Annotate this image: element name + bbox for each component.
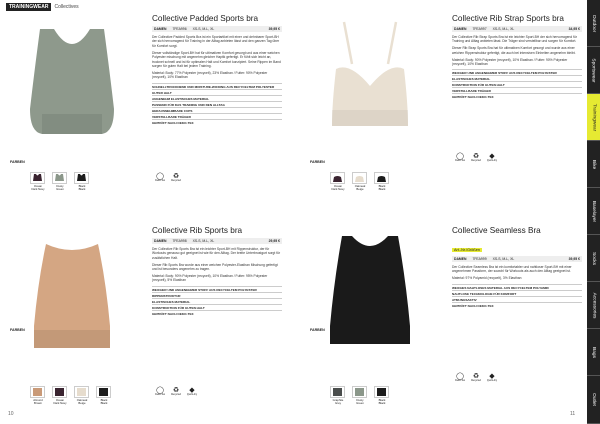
tab-bike[interactable] — [587, 141, 600, 188]
page-number: 11 — [570, 411, 576, 417]
tab-label: Bike — [591, 159, 596, 169]
quick-dry-icon: ◆ — [489, 153, 495, 160]
tab-trainingwear[interactable] — [587, 94, 600, 141]
tab-label: Trainingwear — [591, 103, 596, 131]
tab-sportswear[interactable] — [587, 47, 600, 94]
tab-baselayer[interactable] — [587, 188, 600, 235]
tab-label: Baselayer — [591, 200, 596, 222]
desc-paragraph: Der Collective Rib Strap Sports Bra ist ein leichter Sport-BH der sich hervorragend für Training und Alltag anbieten lässt. Die Träger sind verstellbar und sorgen für Komfort. — [452, 35, 577, 44]
recycled-icon: ♻ — [472, 373, 480, 380]
price: 39,95 € — [568, 257, 580, 261]
product-subtitle: Art.-Nr./Größen — [454, 248, 480, 252]
product-image-padded — [2, 14, 142, 164]
bra-thumb-icon — [332, 388, 343, 397]
feature-item: ATMUNGSAKTIV — [452, 296, 582, 302]
product-seamless-bra — [300, 212, 587, 424]
page-right — [300, 0, 600, 424]
color-name: Ocean Dark Navy — [331, 184, 345, 192]
feature-item: VERSTELLBARE TRÄGER — [152, 113, 282, 119]
tab-label: Outdoor — [591, 14, 596, 32]
color-swatch[interactable] — [330, 386, 346, 406]
color-name: Graphite Grey — [332, 398, 344, 406]
bra-thumb-icon — [54, 174, 65, 183]
product-title: Collective Rib Sports bra — [152, 226, 243, 235]
price: 34,95 € — [568, 27, 580, 31]
desc-paragraph: Dieser Rib Strap Sports Bra hat für ultimativen Komfort gesorgt und wurde aus einer weichen Rippenstruktur gefertigt, die auch bei intensiven Einheiten angenehm bleibt. — [452, 46, 576, 55]
feature-item: HERAUSNEHMBARE CUPS — [152, 107, 282, 113]
feature-item: RIPPENSTRUKTUR — [152, 292, 282, 298]
color-swatch[interactable] — [374, 386, 390, 406]
color-swatch[interactable] — [374, 172, 390, 192]
feature-item: GEPRÜFT NACH OEKO-TEX — [452, 93, 582, 99]
icon-label: Oeko-Tex — [154, 393, 166, 396]
feature-item: GEPRÜFT NACH OEKO-TEX — [152, 310, 282, 316]
product-rib-strap-bra — [300, 0, 587, 212]
recycled-icon: ♻ — [472, 153, 480, 160]
product-description — [452, 35, 582, 66]
feature-list — [452, 69, 582, 99]
icon-label: Quick-dry — [186, 393, 198, 396]
article-code: 7FEA996 — [172, 27, 187, 31]
feature-item: WEICHES NAHTLOSES MATERIAL AUS RECYCELTEM POLYAMID — [452, 284, 582, 290]
tab-outlet[interactable] — [587, 376, 600, 424]
sizes: XS-S, M-L, XL — [192, 27, 215, 31]
tab-label: Accessories — [591, 292, 597, 318]
product-title: Collective Padded Sports bra — [152, 14, 259, 23]
feature-item: PASSEND FÜR DAS TRAINING UND DEN ALLTAG — [152, 101, 282, 107]
product-info — [452, 226, 582, 308]
tab-label: Bags — [591, 346, 596, 358]
product-description — [152, 247, 282, 283]
feature-icons — [154, 386, 198, 397]
recycled-icon: ♻ — [172, 387, 180, 394]
color-swatch[interactable] — [74, 386, 90, 406]
article-code: 7FEA997 — [472, 27, 487, 31]
bra-thumb-icon — [76, 174, 87, 183]
bra-thumb-icon — [76, 388, 87, 397]
desc-paragraph: Material: Body: 90% Polyester (recycelt), 10% Elasthan / Futter: 90% Polyester (recycelt), 10% Elasthan — [452, 57, 568, 67]
category-tabs — [587, 0, 600, 424]
color-name: Almond Brown — [33, 398, 43, 406]
feature-list — [152, 286, 282, 316]
color-name: Oatmeal Beige — [76, 398, 88, 406]
colors-label: FARBEN — [10, 328, 25, 332]
color-name: Oatmeal Beige — [354, 184, 366, 192]
product-bar — [152, 238, 282, 244]
article-code: 7FEA998 — [172, 239, 187, 243]
product-image-rib-strap — [300, 14, 440, 164]
tab-label: Socks — [591, 251, 597, 265]
sizes: XS-S, M-L, XL — [492, 257, 515, 261]
oeko-tex-icon: ◯ — [156, 387, 164, 394]
tab-bags[interactable] — [587, 329, 600, 376]
icon-label: Recycled — [171, 393, 181, 396]
product-bar — [452, 256, 582, 262]
feature-icons — [454, 152, 498, 163]
icon-label: Quick-dry — [486, 379, 498, 382]
colors-label: FARBEN — [310, 160, 325, 164]
gender-label: DAMEN — [154, 239, 167, 243]
bra-thumb-icon — [354, 388, 365, 397]
price: 29,95 € — [268, 239, 280, 243]
colors-label: FARBEN — [10, 160, 25, 164]
color-name: Black Black — [378, 398, 386, 406]
icon-label: Quick-dry — [486, 159, 498, 162]
product-image-seamless — [300, 226, 440, 376]
feature-list — [452, 284, 582, 308]
price: 39,95 € — [268, 27, 280, 31]
color-swatch[interactable] — [352, 386, 368, 406]
desc-paragraph: Der Collective Padded Sports Bra ist ein Sportartikel mit einer und dehnbarer Sport-BH der sich hervorragend für Training in der Alltag anbieten lässt und den ganzen Tag über für Komfort sorgt. — [152, 35, 280, 48]
recycled-icon: ♻ — [172, 173, 180, 180]
bra-thumb-icon — [32, 174, 43, 183]
bra-thumb-icon — [376, 388, 387, 397]
product-padded-bra — [0, 0, 300, 212]
feature-icons — [454, 372, 498, 383]
color-swatch[interactable] — [30, 172, 46, 192]
product-info — [452, 14, 582, 99]
product-image-rib — [2, 226, 142, 376]
color-name: Ocean Dark Navy — [53, 398, 67, 406]
product-description — [452, 265, 582, 281]
product-rib-bra — [0, 212, 300, 424]
feature-item: WEICHER UND ANGENEHMER STOFF AUS RECYCELTEM POLYESTER — [452, 69, 582, 75]
tab-label: Outlet — [591, 393, 596, 406]
icon-label: Recycled — [471, 379, 481, 382]
feature-icons — [154, 172, 182, 183]
desc-paragraph: Material: 97% Polyamid (recycelt), 3% Elasthan — [452, 276, 522, 281]
color-name: Black Black — [100, 398, 108, 406]
desc-paragraph: Dieser vollständige Sport-BH hat für ultimativen Komfort gesorgt und aus einer weichen Polyester mischung mit angenehm gleicher Haptik gefertigt. Er fühlt sich leicht an, trocknet schnell und ist für optimalen Halt und Komfort konzipiert. Seine Rippen im Band sorgen für guten Halt bei jedem Training. — [152, 50, 281, 68]
oeko-tex-icon: ◯ — [456, 373, 464, 380]
icon-label: Oeko-Tex — [454, 379, 466, 382]
color-name: Ocean Dark Navy — [31, 184, 45, 192]
feature-item: KONSTRUKTION FÜR GUTEN HALT — [152, 304, 282, 310]
colors-label: FARBEN — [310, 328, 325, 332]
oeko-tex-icon: ◯ — [456, 153, 464, 160]
gender-label: DAMEN — [154, 27, 167, 31]
oeko-tex-icon: ◯ — [156, 173, 164, 180]
feature-item: ELASTISCHES MATERIAL — [452, 75, 582, 81]
color-swatch[interactable] — [52, 172, 68, 192]
feature-item: GEPRÜFT NACH OEKO-TEX — [152, 119, 282, 125]
desc-paragraph: Dieser Rib Sports Bra wurde aus einer weichen Polyester-Elasthan Mischung gefertigt und ist besonders angenehm zu tragen. — [152, 262, 278, 272]
color-name: Dusty Green — [356, 398, 364, 406]
product-info — [152, 14, 282, 125]
quick-dry-icon: ◆ — [489, 373, 495, 380]
color-swatch[interactable] — [52, 386, 68, 406]
feature-item: GEPRÜFT NACH OEKO-TEX — [452, 302, 582, 308]
gender-label: DAMEN — [454, 257, 467, 261]
quick-dry-icon: ◆ — [189, 387, 195, 394]
icon-label: Recycled — [471, 159, 481, 162]
feature-list — [152, 83, 282, 125]
product-title: Collective Rib Strap Sports bra — [452, 14, 564, 23]
article-code: 7FEA999 — [472, 257, 487, 261]
desc-paragraph: Material: Body: 90% Polyester (recycelt), 10% Elasthan / Futter: 95% Polyester (recycelt), 5% Elasthan — [152, 274, 268, 283]
tab-label: Sportswear — [591, 57, 597, 83]
feature-item: KONSTRUKTION FÜR GUTEN HALT — [452, 81, 582, 87]
color-swatch[interactable] — [352, 172, 368, 192]
color-swatch[interactable] — [96, 386, 112, 406]
icon-label: Oeko-Tex — [154, 179, 166, 182]
sizes: XS-S, M-L, XL — [492, 27, 515, 31]
product-description — [152, 35, 282, 80]
tab-socks[interactable] — [587, 235, 600, 282]
bra-thumb-icon — [32, 388, 43, 397]
color-swatch[interactable] — [30, 386, 46, 406]
feature-item: ELASTISCHES MATERIAL — [152, 298, 282, 304]
tab-outdoor[interactable] — [587, 0, 600, 47]
color-swatch[interactable] — [74, 172, 90, 192]
color-name: Dusty Green — [56, 184, 64, 192]
product-title: Collective Seamless Bra — [452, 226, 541, 235]
feature-item: GUTER HALT — [152, 89, 282, 95]
color-name: Black Black — [78, 184, 86, 192]
bra-thumb-icon — [332, 174, 343, 183]
bra-thumb-icon — [354, 174, 365, 183]
desc-paragraph: Der Collective Seamless Bra ist ein komfortabler und nahtloser Sport-BH mit einer angenehmen Passform, der sowohl für Workouts als auch den Alltag geeignet ist. — [452, 265, 572, 274]
color-swatch[interactable] — [330, 172, 346, 192]
brand-label: TRAININGWEAR — [6, 3, 51, 11]
bra-thumb-icon — [54, 388, 65, 397]
bra-thumb-icon — [376, 174, 387, 183]
product-info — [152, 226, 282, 316]
product-bar — [152, 26, 282, 32]
desc-paragraph: Der Collective Rib Sports Bra ist ein leichter Sport-BH mit Rippenstruktur, der für Workouts genauso gut geeignet ist wie für den Alltag. Der breite Unterbrustgurt sorgt für zusätzlichen Halt. — [152, 247, 281, 260]
feature-item: NAHTLOSE TECHNOLOGIE FÜR KOMFORT — [452, 290, 582, 296]
icon-label: Recycled — [171, 179, 181, 182]
desc-paragraph: Material: Body: 77% Polyester (recycelt), 23% Elasthan / Futter: 90% Polyester (recycelt), 10% Elasthan — [152, 70, 268, 80]
icon-label: Oeko-Tex — [454, 159, 466, 162]
page-number: 10 — [8, 411, 14, 417]
feature-item: SCHNELLTROCKNEND UND MOISTURE-WICKING AUS RECYCELTEM POLYESTER — [152, 83, 282, 89]
tab-accessories[interactable] — [587, 282, 600, 329]
product-bar — [452, 26, 582, 32]
bra-thumb-icon — [98, 388, 109, 397]
feature-item: VERSTELLBARE TRÄGER — [452, 87, 582, 93]
section-label: Collectives — [54, 4, 79, 10]
color-name: Black Black — [378, 184, 386, 192]
feature-item: WEICHER UND ANGENEHMER STOFF AUS RECYCELTEM POLYESTER — [152, 286, 282, 292]
feature-item: ANGENEHM ELASTISCHES MATERIAL — [152, 95, 282, 101]
gender-label: DAMEN — [454, 27, 467, 31]
sizes: XS-S, M-L, XL — [192, 239, 215, 243]
